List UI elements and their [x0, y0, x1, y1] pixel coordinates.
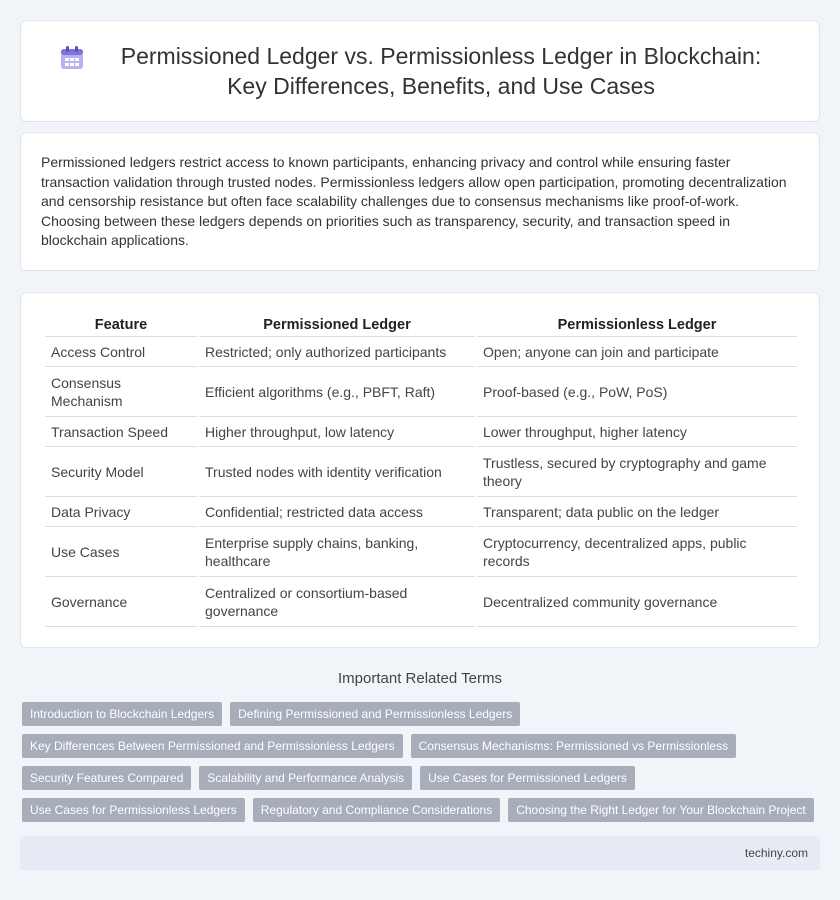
cell-permissionless: Decentralized community governance — [477, 577, 797, 627]
tag-row — [22, 798, 822, 822]
table-row — [45, 577, 797, 627]
cell-permissioned: Confidential; restricted data access — [199, 497, 475, 527]
cell-permissionless: Lower throughput, higher latency — [477, 417, 797, 447]
cell-feature: Access Control — [45, 337, 197, 367]
cell-feature: Transaction Speed — [45, 417, 197, 447]
cell-permissioned: Restricted; only authorized participants — [199, 337, 475, 367]
calendar-icon — [59, 45, 85, 71]
table-row — [45, 497, 797, 527]
related-term-tag[interactable]: Use Cases for Permissionless Ledgers — [22, 798, 245, 822]
cell-permissioned: Centralized or consortium-based governance — [199, 577, 475, 627]
tag-row — [22, 734, 822, 758]
cell-permissionless: Open; anyone can join and participate — [477, 337, 797, 367]
related-term-tag[interactable]: Scalability and Performance Analysis — [199, 766, 412, 790]
related-term-tag[interactable]: Introduction to Blockchain Ledgers — [22, 702, 222, 726]
tag-row — [22, 702, 822, 726]
cell-feature: Data Privacy — [45, 497, 197, 527]
cell-permissioned: Efficient algorithms (e.g., PBFT, Raft) — [199, 367, 475, 417]
intro-paragraph: Permissioned ledgers restrict access to known participants, enhancing privacy and control while ensuring faster transaction validation through trusted nodes. Permissionless ledgers allow open participation, promoting decentralization and censorship resistance but often face scalability challenges due to consensus mechanisms like proof-of-work. Choosing between these ledgers depends on priorities such as transparency, security, and transaction speed in blockchain applications. — [41, 154, 787, 249]
related-terms-heading: Important Related Terms — [338, 670, 502, 687]
comparison-card — [20, 292, 820, 648]
cell-permissioned: Higher throughput, low latency — [199, 417, 475, 447]
tag-row — [22, 766, 822, 790]
related-term-tag[interactable]: Defining Permissioned and Permissionless Ledgers — [230, 702, 520, 726]
intro-card — [20, 132, 820, 271]
cell-permissionless: Trustless, secured by cryptography and game theory — [477, 447, 797, 497]
cell-permissionless: Proof-based (e.g., PoW, PoS) — [477, 367, 797, 417]
page-title: Permissioned Ledger vs. Permissionless Ledger in Blockchain: Key Differences, Benefits, and Use Cases — [120, 43, 762, 99]
table-row — [45, 367, 797, 417]
cell-permissioned: Trusted nodes with identity verification — [199, 447, 475, 497]
footer — [20, 836, 820, 870]
table-header-row — [45, 313, 797, 337]
table-row — [45, 447, 797, 497]
related-term-tag[interactable]: Choosing the Right Ledger for Your Blockchain Project — [508, 798, 814, 822]
cell-permissionless: Cryptocurrency, decentralized apps, public records — [477, 527, 797, 577]
header-permissionless: Permissionless Ledger — [477, 313, 797, 337]
related-term-tag[interactable]: Consensus Mechanisms: Permissioned vs Permissionless — [411, 734, 736, 758]
cell-permissionless: Transparent; data public on the ledger — [477, 497, 797, 527]
footer-site-link[interactable]: techiny.com — [744, 846, 808, 860]
cell-feature: Use Cases — [45, 527, 197, 577]
related-term-tag[interactable]: Key Differences Between Permissioned and Permissionless Ledgers — [22, 734, 403, 758]
header-feature: Feature — [45, 313, 197, 337]
related-term-tag[interactable]: Security Features Compared — [22, 766, 191, 790]
cell-feature: Security Model — [45, 447, 197, 497]
table-row — [45, 527, 797, 577]
related-terms-list — [22, 702, 822, 830]
related-term-tag[interactable]: Use Cases for Permissioned Ledgers — [420, 766, 635, 790]
cell-feature: Consensus Mechanism — [45, 367, 197, 417]
related-term-tag[interactable]: Regulatory and Compliance Considerations — [253, 798, 500, 822]
cell-permissioned: Enterprise supply chains, banking, healthcare — [199, 527, 475, 577]
table-row — [45, 337, 797, 367]
title-card — [20, 20, 820, 122]
table-row — [45, 417, 797, 447]
cell-feature: Governance — [45, 577, 197, 627]
comparison-table — [43, 313, 799, 627]
header-permissioned: Permissioned Ledger — [199, 313, 475, 337]
